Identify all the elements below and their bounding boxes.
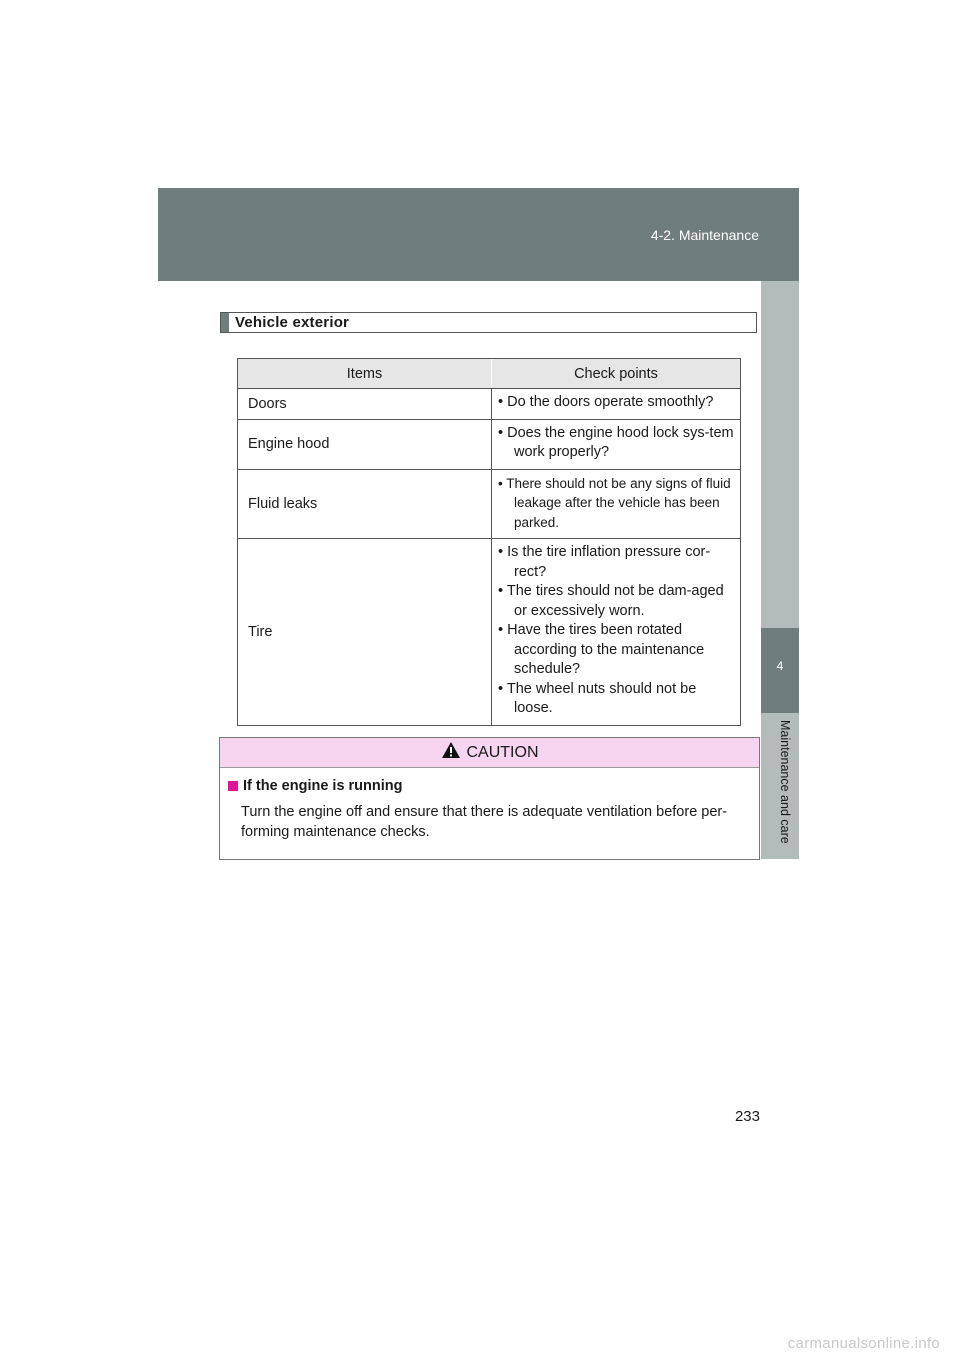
- caution-subhead: [228, 778, 745, 794]
- watermark: carmanualsonline.info: [787, 1335, 940, 1352]
- section-title: Vehicle exterior: [235, 314, 350, 331]
- check-points-cell: [492, 469, 741, 539]
- item-cell: Tire: [238, 539, 492, 726]
- caution-box: [219, 737, 760, 860]
- caution-title: CAUTION: [466, 743, 539, 761]
- column-header-check-points: Check points: [492, 359, 741, 389]
- table-row: [238, 389, 741, 420]
- warning-triangle-icon: [441, 741, 461, 764]
- check-point: • Do the doors operate smoothly?: [498, 394, 714, 410]
- chapter-number: 4: [776, 659, 784, 673]
- item-cell: Engine hood: [238, 419, 492, 469]
- item-cell: Fluid leaks: [238, 469, 492, 539]
- check-point: • There should not be any signs of fluid leakage after the vehicle has been parked.: [498, 475, 731, 530]
- section-label: 4-2. Maintenance: [650, 227, 759, 243]
- check-points-cell: [492, 419, 741, 469]
- caution-subhead-text: If the engine is running: [243, 778, 403, 794]
- check-points-cell: [492, 389, 741, 420]
- table-header-row: [238, 359, 741, 389]
- caution-header: [220, 738, 759, 768]
- chapter-title: Maintenance and care: [778, 720, 792, 844]
- column-header-items: Items: [238, 359, 492, 389]
- table-row: [238, 469, 741, 539]
- square-bullet-icon: [228, 781, 238, 791]
- check-point: • The tires should not be dam-aged or excessively worn.: [498, 583, 724, 619]
- check-point: • Does the engine hood lock sys-tem work properly?: [498, 424, 734, 460]
- check-table: [237, 358, 741, 726]
- section-accent: [221, 313, 229, 332]
- table-row: [238, 539, 741, 726]
- chapter-number-tab: [761, 628, 799, 713]
- check-points-cell: [492, 539, 741, 726]
- header-band: [158, 188, 799, 281]
- item-cell: Doors: [238, 389, 492, 420]
- section-heading: [220, 312, 757, 333]
- page-number: 233: [734, 1108, 760, 1125]
- table-row: [238, 419, 741, 469]
- caution-text: Turn the engine off and ensure that there is adequate ventilation before per-forming maintenance checks.: [241, 804, 728, 840]
- check-point: • Is the tire inflation pressure cor-rect?: [498, 544, 711, 580]
- caution-body: [220, 768, 759, 842]
- check-point: • The wheel nuts should not be loose.: [498, 680, 697, 716]
- check-point: • Have the tires been rotated according to the maintenance schedule?: [498, 622, 705, 677]
